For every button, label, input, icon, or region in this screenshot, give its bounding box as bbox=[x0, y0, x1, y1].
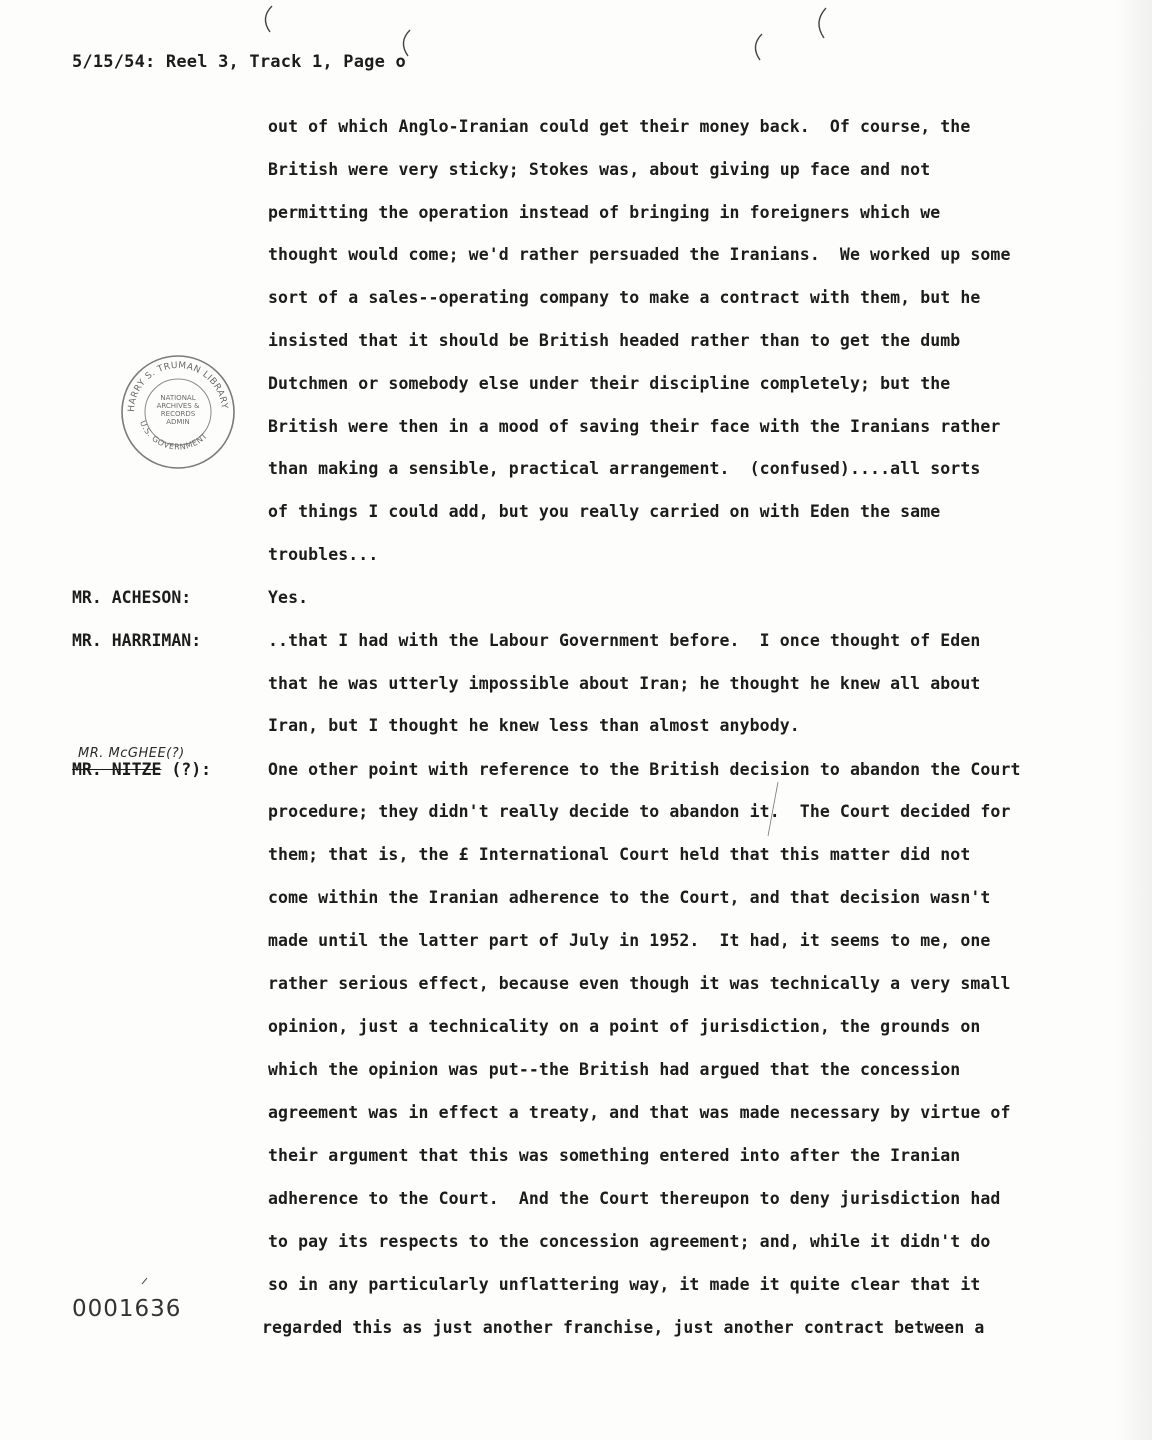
text-line: thought would come; we'd rather persuaded the Iranians. We worked up some bbox=[268, 245, 1011, 264]
stamp-bottom-text: U.S. GOVERNMENT bbox=[138, 419, 210, 452]
text-line: come within the Iranian adherence to the Court, and that decision wasn't bbox=[268, 888, 991, 907]
struck-speaker-name: MR. NITZE bbox=[72, 760, 162, 779]
scan-mark bbox=[394, 28, 414, 58]
text-line: agreement was in effect a treaty, and that was made necessary by virtue of bbox=[268, 1103, 1011, 1122]
text-line: British were very sticky; Stokes was, about giving up face and not bbox=[268, 160, 931, 179]
text-line: adherence to the Court. And the Court thereupon to deny jurisdiction had bbox=[268, 1189, 1001, 1208]
text-line: procedure; they didn't really decide to abandon it. The Court decided for bbox=[268, 802, 1011, 821]
library-stamp bbox=[118, 352, 238, 472]
text-line: than making a sensible, practical arrangement. (confused)....all sorts bbox=[268, 459, 981, 478]
text-line: to pay its respects to the concession agreement; and, while it didn't do bbox=[268, 1232, 991, 1251]
text-line: permitting the operation instead of bringing in foreigners which we bbox=[268, 203, 941, 222]
text-line: insisted that it should be British headed rather than to get the dumb bbox=[268, 331, 961, 350]
speaker-suffix: (?): bbox=[161, 760, 212, 779]
handwritten-speaker-correction: MR. McGHEE(?) bbox=[78, 746, 185, 761]
scan-mark bbox=[810, 6, 830, 40]
text-line: so in any particularly unflattering way, it made it quite clear that it bbox=[268, 1275, 981, 1294]
text-line: made until the latter part of July in 1952. It had, it seems to me, one bbox=[268, 931, 991, 950]
page-header: 5/15/54: Reel 3, Track 1, Page o bbox=[72, 52, 406, 72]
pen-tick bbox=[140, 1276, 150, 1286]
scan-mark bbox=[746, 32, 766, 62]
text-line: that he was utterly impossible about Iran; he thought he knew all about bbox=[268, 674, 981, 693]
text-line: out of which Anglo-Iranian could get their money back. Of course, the bbox=[268, 117, 971, 136]
text-line: their argument that this was something entered into after the Iranian bbox=[268, 1146, 961, 1165]
speaker-label-acheson: MR. ACHESON: bbox=[72, 588, 192, 607]
text-line: One other point with reference to the British decision to abandon the Court bbox=[268, 760, 1021, 779]
text-line: sort of a sales--operating company to make a contract with them, but he bbox=[268, 288, 981, 307]
speaker-label-harriman: MR. HARRIMAN: bbox=[72, 631, 202, 650]
text-line: them; that is, the £ International Court held that this matter did not bbox=[268, 845, 971, 864]
text-line: rather serious effect, because even though it was technically a very small bbox=[268, 974, 1011, 993]
text-line: troubles... bbox=[268, 545, 379, 564]
text-line: Iran, but I thought he knew less than almost anybody. bbox=[268, 716, 800, 735]
text-line: British were then in a mood of saving their face with the Iranians rather bbox=[268, 417, 1001, 436]
scan-edge-shadow bbox=[1116, 0, 1152, 1440]
text-line: Yes. bbox=[268, 588, 309, 607]
stamp-inner-text: NATIONAL ARCHIVES & RECORDS ADMIN bbox=[156, 394, 200, 426]
text-line: opinion, just a technicality on a point of jurisdiction, the grounds on bbox=[268, 1017, 981, 1036]
pen-stroke bbox=[764, 780, 784, 840]
text-line: of things I could add, but you really carried on with Eden the same bbox=[268, 502, 941, 521]
scan-mark bbox=[256, 4, 276, 34]
text-line: ..that I had with the Labour Government before. I once thought of Eden bbox=[268, 631, 981, 650]
stamp-outer-text: HARRY S. TRUMAN LIBRARY bbox=[126, 360, 229, 413]
speaker-label-nitze bbox=[72, 760, 211, 779]
document-number: 0001636 bbox=[72, 1296, 182, 1322]
text-line: regarded this as just another franchise, just another contract between a bbox=[262, 1318, 985, 1337]
text-line: which the opinion was put--the British had argued that the concession bbox=[268, 1060, 961, 1079]
text-line: Dutchmen or somebody else under their discipline completely; but the bbox=[268, 374, 951, 393]
